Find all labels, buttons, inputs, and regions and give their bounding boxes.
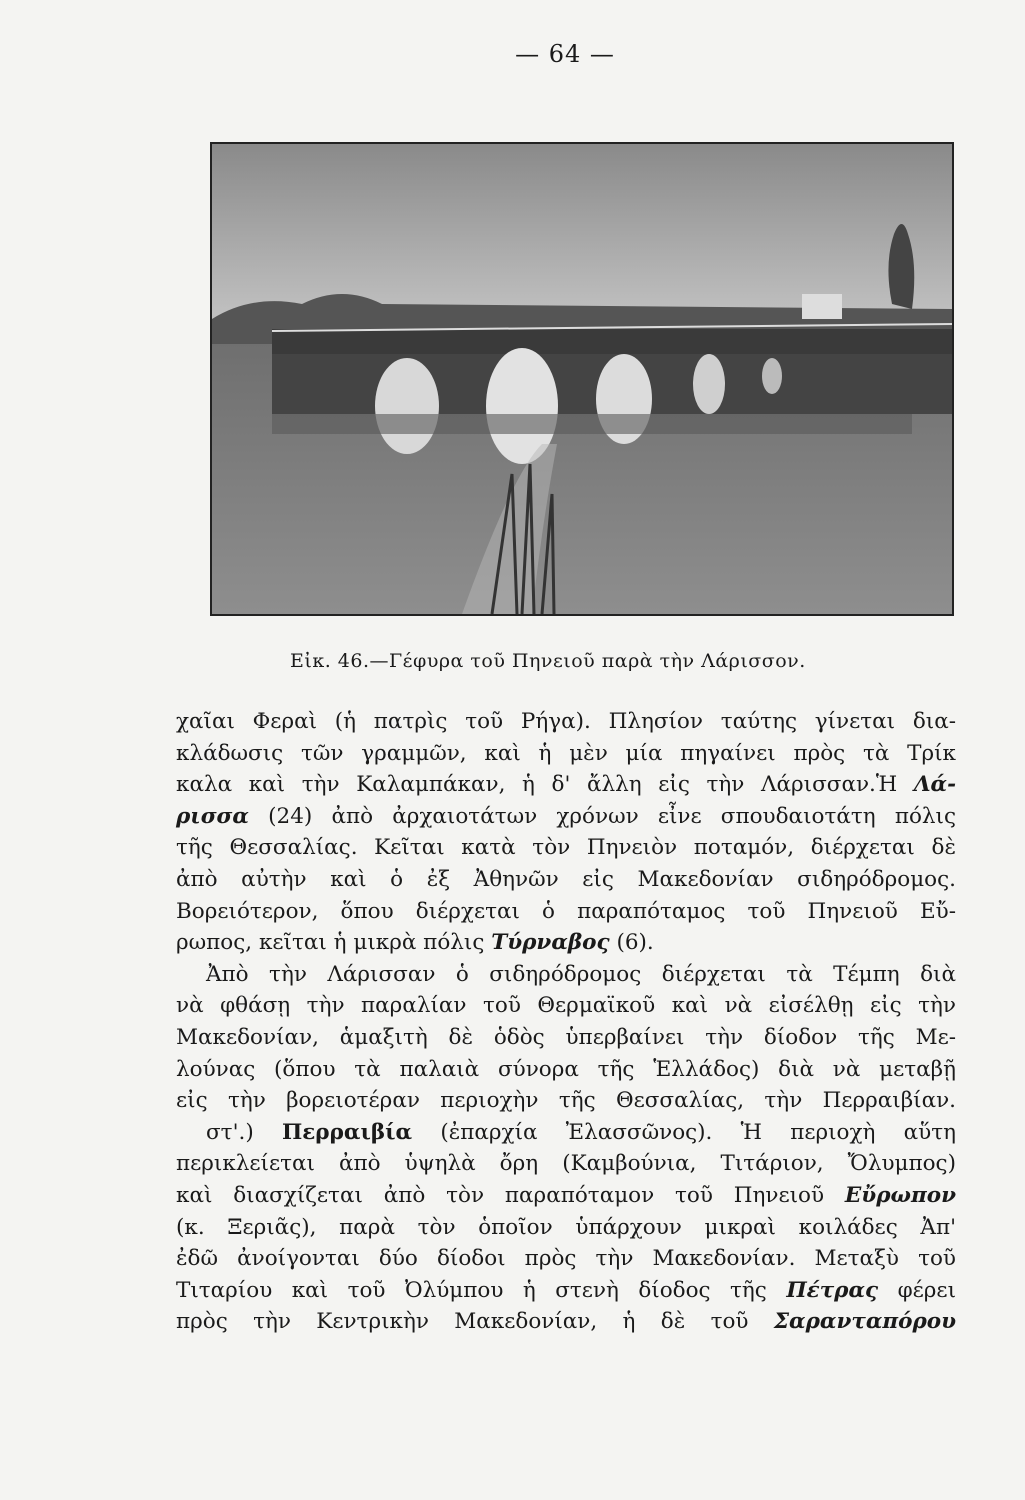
text-line: ἐδῶ ἀνοίγονται δύο δίοδοι πρὸς τὴν Μακεδονίαν. Μεταξὺ τοῦ: [176, 1246, 956, 1272]
text-line: ἀπὸ αὐτὴν καὶ ὁ ἐξ Ἀθηνῶν εἰς Μακεδονίαν σιδηρόδρομος.: [176, 866, 956, 892]
text-line: Τιταρίου καὶ τοῦ Ὀλύμπου ἡ στενὴ δίοδος τῆς Πέτρας φέρει: [176, 1277, 956, 1303]
place-name-petras: Πέτρας: [786, 1277, 879, 1303]
bridge-illustration: [212, 144, 952, 614]
body-text: [176, 706, 956, 1338]
distant-house: [802, 294, 842, 319]
place-name-larissa-cont: ρισσα: [176, 803, 249, 829]
place-name-larissa: Λά-: [913, 772, 956, 798]
text-line: στ'.) Περραιβία (ἐπαρχία Ἐλασσῶνος). Ἡ περιοχὴ αὕτη: [206, 1119, 956, 1145]
text-line: εἰς τὴν βορειοτέραν περιοχὴν τῆς Θεσσαλίας, τὴν Περραιβίαν.: [176, 1088, 956, 1114]
text-line: Βορειότερον, ὅπου διέρχεται ὁ παραπόταμος τοῦ Πηνειοῦ Εὔ-: [176, 898, 956, 924]
text-line: λούνας (ὅπου τὰ παλαιὰ σύνορα τῆς Ἑλλάδος) διὰ νὰ μεταβῇ: [176, 1056, 956, 1082]
text-line: Μακεδονίαν, ἁμαξιτὴ δὲ ὁδὸς ὑπερβαίνει τὴν δίοδον τῆς Με-: [176, 1024, 956, 1050]
place-name-sarantaporou: Σαρανταπόρου: [773, 1309, 957, 1335]
page-number: — 64 —: [515, 40, 615, 68]
place-name-evropos: Εὔρωπον: [844, 1182, 956, 1208]
text-line: καλα καὶ τὴν Καλαμπάκαν, ἡ δ' ἄλλη εἰς τὴν Λάρισσαν.Ἡ Λά-: [176, 772, 956, 798]
place-name-tyrnavos: Τύρναβος: [491, 930, 610, 956]
text-line: Ἀπὸ τὴν Λάρισσαν ὁ σιδηρόδρομος διέρχεται τὰ Τέμπη διὰ: [206, 961, 956, 987]
text-line: νὰ φθάσῃ τὴν παραλίαν τοῦ Θερμαϊκοῦ καὶ νὰ εἰσέλθῃ εἰς τὴν: [176, 993, 956, 1019]
section-heading-perraivia: Περραιβία: [281, 1119, 413, 1145]
text-line: χαῖαι Φεραὶ (ἡ πατρὶς τοῦ Ρήγα). Πλησίον ταύτης γίνεται δια-: [176, 709, 956, 734]
text-line: τῆς Θεσσαλίας. Κεῖται κατὰ τὸν Πηνειὸν ποταμόν, διέρχεται δὲ: [176, 835, 956, 861]
text-line: καὶ διασχίζεται ἀπὸ τὸν παραπόταμον τοῦ Πηνειοῦ Εὔρωπον: [176, 1182, 956, 1208]
text-line: περικλείεται ἀπὸ ὑψηλὰ ὄρη (Καμβούνια, Τιτάριον, Ὄλυμπος): [176, 1151, 956, 1177]
text-line: ρωπος, κεῖται ἡ μικρὰ πόλις Τύρναβος (6).: [176, 930, 654, 956]
figure-caption: Εἰκ. 46.—Γέφυρα τοῦ Πηνειοῦ παρὰ τὴν Λάρισσον.: [290, 650, 806, 672]
text-line: ρισσα (24) ἀπὸ ἀρχαιοτάτων χρόνων εἶνε σπουδαιοτάτη πόλις: [176, 803, 956, 829]
text-line: πρὸς τὴν Κεντρικὴν Μακεδονίαν, ἡ δὲ τοῦ Σαρανταπόρου: [176, 1309, 957, 1335]
text-line: κλάδωσις τῶν γραμμῶν, καὶ ἡ μὲν μία πηγαίνει πρὸς τὰ Τρίκ: [176, 740, 956, 766]
text-line: (κ. Ξεριᾶς), παρὰ τὸν ὁποῖον ὑπάρχουν μικραὶ κοιλάδες Ἀπ': [176, 1214, 956, 1240]
bridge-photo: [210, 142, 954, 616]
